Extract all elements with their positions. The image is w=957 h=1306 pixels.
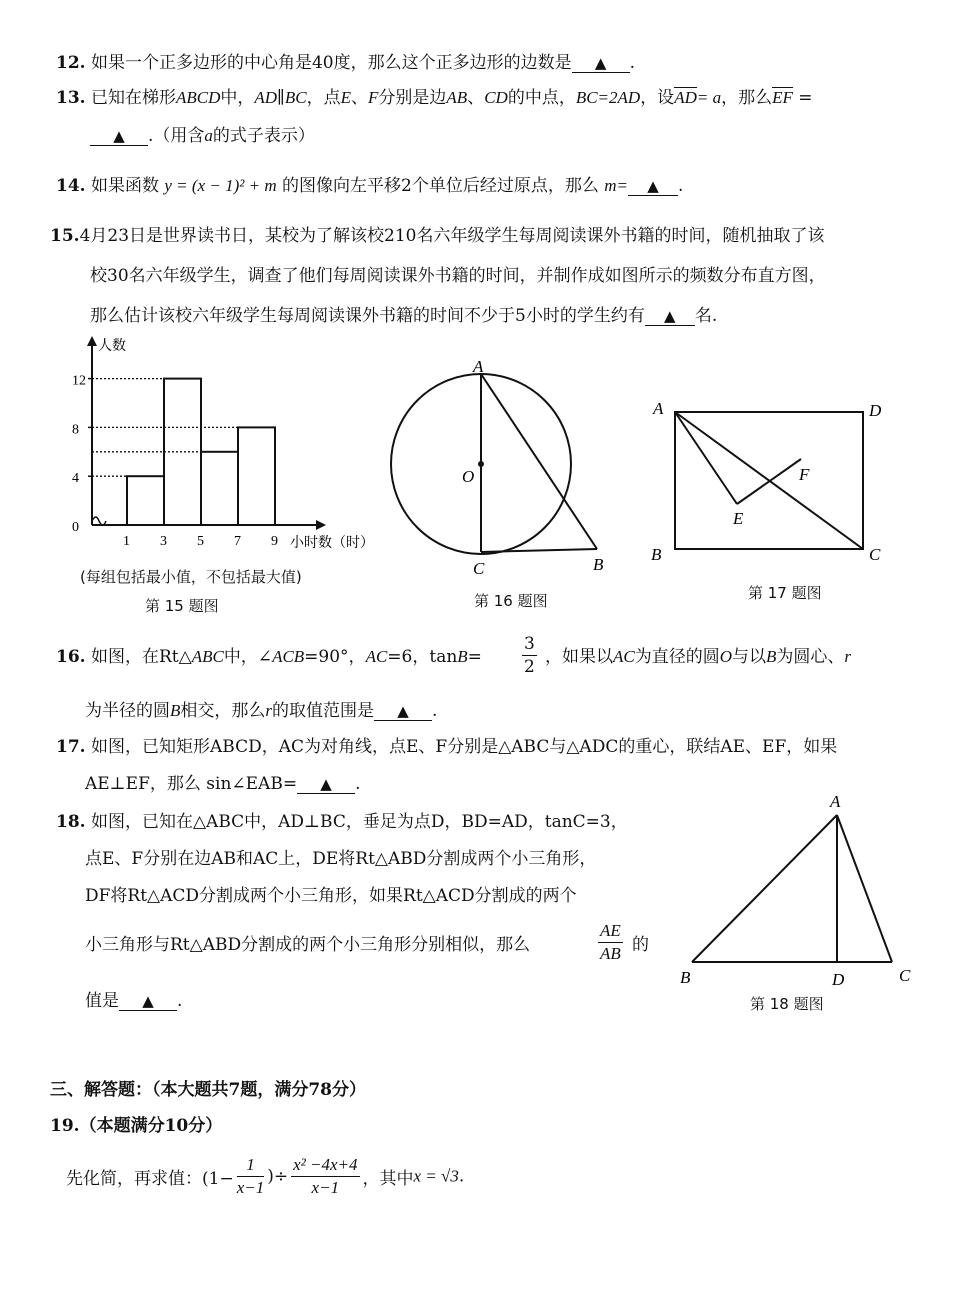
label-b: B [680, 968, 691, 987]
label-a: A [830, 792, 841, 811]
figure-17-caption: 第 17 题图 [748, 584, 822, 602]
question-number: 15. [50, 226, 80, 246]
histogram-bar [127, 476, 164, 525]
label-e: E [733, 509, 744, 528]
segment-ab [481, 374, 597, 549]
answer-blank: ▲ [645, 307, 695, 326]
y-axis-arrow [87, 336, 97, 346]
question-13: 13. 已知在梯形ABCD中，AD∥BC，点E、F分别是边AB、CD的中点，BC=2AD，设AD= a，那么EF = [56, 88, 813, 108]
answer-blank: ▲ [628, 177, 678, 196]
segment-cb [481, 549, 597, 552]
label-b: B [651, 545, 662, 564]
question-15-line2: 校30名六年级学生，调查了他们每周阅读课外书籍的时间，并制作成如图所示的频数分布直方图， [90, 266, 826, 286]
figure-16 [380, 352, 620, 582]
label-a: A [473, 357, 484, 376]
answer-blank: ▲ [119, 992, 177, 1011]
figure-17 [645, 392, 895, 572]
y-tick-label: 8 [72, 422, 79, 438]
function-expression: y = (x − 1)² + m [164, 176, 277, 195]
histogram [72, 336, 374, 551]
question-19-expression: 先化简，再求值：(1− $\frac{1}{x-1}$ )÷ $\frac{\text{x² −4x+4}}{x-1}$ ，其中x = √3. [66, 1155, 465, 1197]
y-tick-label: 0 [72, 520, 79, 535]
histogram-note: (每组包括最小值，不包括最大值) [80, 568, 302, 586]
answer-blank: ▲ [297, 775, 355, 794]
question-18: 18. 如图，已知在△ABC中，AD⊥BC，垂足为点D，BD=AD，tanC=3， [56, 812, 628, 832]
question-18-line5: 值是 ▲ . [85, 991, 183, 1011]
label-b: B [593, 555, 604, 574]
question-12: 12. 如果一个正多边形的中心角是40度，那么这个正多边形的边数是 ▲ . [56, 53, 636, 73]
question-15-line3: 那么估计该校六年级学生每周阅读课外书籍的时间不少于5小时的学生约有 ▲ 名. [90, 306, 718, 326]
figure-18 [670, 790, 930, 990]
label-c: C [473, 559, 485, 578]
question-17-line2: AE⊥EF，那么 sin∠EAB= ▲ . [85, 774, 361, 794]
axis-break [92, 517, 106, 525]
question-number: 18. [56, 812, 86, 832]
label-f: F [799, 465, 810, 484]
x-tick-label: 5 [197, 534, 204, 549]
x-axis-label: 小时数（时） [290, 536, 374, 551]
question-15: 15.4月23日是世界读书日，某校为了解该校210名六年级学生每周阅读课外书籍的时间，随机抽取了该 [50, 226, 825, 246]
question-16-cont: ，如果以AC为直径的圆O与以B为圆心、r [545, 647, 852, 667]
label-d: D [869, 401, 882, 420]
fraction-tanb: $\frac{3}{2}$ [524, 634, 535, 677]
label-a: A [653, 399, 664, 418]
x-tick-label: 1 [123, 534, 130, 549]
segment-ac [837, 815, 892, 962]
x-tick-label: 9 [271, 534, 278, 549]
question-number: 13. [56, 88, 86, 108]
answer-blank: ▲ [374, 702, 432, 721]
figure-16-caption: 第 16 题图 [474, 592, 548, 610]
label-d: D [832, 970, 845, 989]
question-13-line2: ▲ .（用含a的式子表示） [90, 125, 315, 147]
vector-ef: EF [772, 88, 793, 107]
question-19-header: 19.（本题满分10分） [50, 1116, 223, 1136]
histogram-bar [201, 452, 238, 525]
question-16-line2: 为半径的圆B相交，那么r的取值范围是 ▲ . [85, 701, 438, 721]
question-text: 如果一个正多边形的中心角是40度，那么这个正多边形的边数是 [90, 53, 572, 73]
question-14: 14. 如果函数 y = (x − 1)² + m 的图像向左平移2个单位后经过原点，那么 m= ▲ . [56, 176, 684, 196]
figure-18-caption: 第 18 题图 [750, 995, 824, 1013]
answer-blank: ▲ [90, 127, 148, 146]
question-18-line3: DF将Rt△ACD分割成两个小三角形，如果Rt△ACD分割成的两个 [85, 886, 577, 906]
question-number: 16. [56, 647, 86, 667]
y-tick-label: 12 [72, 373, 86, 389]
vector-ad: AD [674, 88, 697, 107]
segment-ae [675, 412, 737, 504]
label-o: O [462, 467, 475, 486]
histogram-figure [58, 332, 374, 562]
y-tick-label: 4 [72, 471, 79, 487]
x-axis-arrow [316, 520, 326, 530]
x-tick-label: 7 [234, 534, 241, 549]
x-tick-label: 3 [160, 534, 167, 549]
center-point [478, 461, 484, 467]
label-c: C [869, 545, 881, 564]
question-number: 12. [56, 53, 86, 73]
question-18-line2: 点E、F分别在边AB和AC上，DE将Rt△ABD分割成两个小三角形， [85, 849, 597, 869]
question-number: 17. [56, 737, 86, 757]
question-18-line4: 小三角形与Rt△ABD分割成的两个小三角形分别相似，那么 [85, 935, 531, 955]
question-number: 14. [56, 176, 86, 196]
section-heading: 三、解答题：（本大题共7题，满分78分） [50, 1080, 366, 1100]
histogram-bar [238, 427, 275, 525]
segment-ab [692, 815, 837, 962]
fraction-ae-ab: $\frac{AE}{AB}$ [600, 921, 621, 963]
question-17: 17. 如图，已知矩形ABCD，AC为对角线，点E、F分别是△ABC与△ADC的重心，联结AE、EF，如果 [56, 737, 838, 757]
y-axis-label: 人数 [98, 339, 126, 354]
answer-blank: ▲ [572, 54, 630, 73]
question-number: 19. [50, 1116, 80, 1136]
question-16: 16. 如图，在Rt△ABC中，∠ACB=90°，AC=6，tanB= [56, 647, 482, 667]
label-c: C [899, 966, 911, 985]
figure-15-caption: 第 15 题图 [145, 597, 219, 615]
